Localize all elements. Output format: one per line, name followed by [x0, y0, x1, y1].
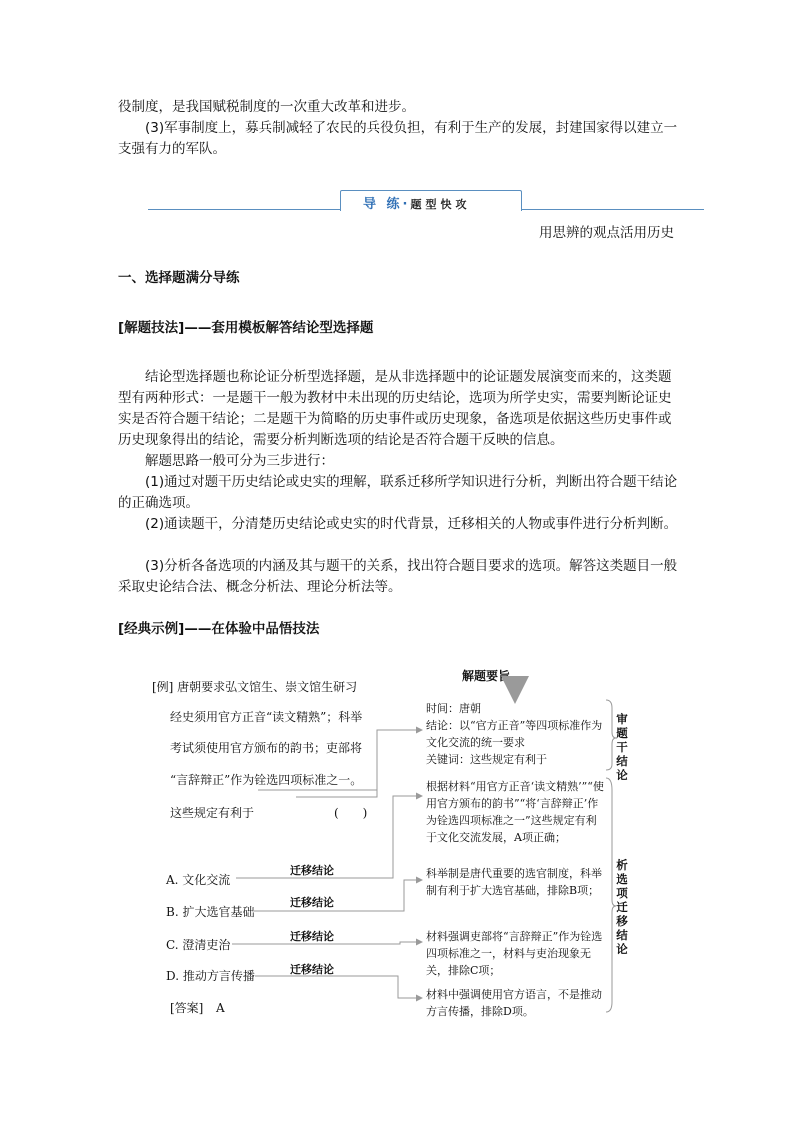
analysis-a: 根据材料“用官方正音‘读文精熟’”“使用官方颁布的韵书”“将‘言辞辩正’作为铨选四项标准之一”这些规定有利于文化交流发展，A项正确； — [426, 780, 604, 844]
method-title: [解题技法]——套用模板解答结论型选择题 — [118, 320, 374, 336]
banner-dot: · — [402, 197, 411, 212]
analysis-d: 材料中强调使用官方语言，不是推动方言传播，排除D项。 — [426, 988, 602, 1018]
arrow-label-b: 迁移结论 — [290, 896, 334, 909]
arrow-label-c: 迁移结论 — [290, 930, 334, 943]
step-3: (3)分析各备选项的内涵及其与题干的关系，找出符合题目要求的选项。解答这类题目一般采取史论结合法、概念分析法、理论分析法等。 — [118, 558, 678, 595]
step-2: (2)通读题干，分清楚历史结论或史实的时代背景，迁移相关的人物或事件进行分析判断。 — [145, 516, 678, 532]
question-line-1: [例] 唐朝要求弘文馆生、崇文馆生研习 — [152, 680, 358, 694]
paragraph-tax-conclusion: 役制度，是我国赋税制度的一次重大改革和进步。 — [118, 99, 415, 115]
option-b: B. 扩大选官基础 — [166, 905, 255, 919]
examine-time: 时间：唐朝 — [426, 702, 481, 715]
steps-intro: 解题思路一般可分为三步进行： — [145, 453, 334, 469]
option-d: D. 推动方言传播 — [166, 969, 255, 983]
banner-subtitle: 题型快攻 — [410, 198, 471, 211]
question-line-2: 经史须用官方正音“读文精熟”；科举 — [170, 710, 363, 724]
examine-conclusion: 结论：以“官方正音”等四项标准作为文化交流的统一要求 — [426, 719, 603, 749]
step-1: (1)通过对题干历史结论或史实的理解，联系迁移所学知识进行分析，判断出符合题干结论的正确选项。 — [118, 474, 678, 511]
analysis-c: 材料强调吏部将“言辞辩正”作为铨选四项标准之一，材料与吏治现象无关，排除C项； — [426, 930, 603, 977]
arrow-label-a: 迁移结论 — [290, 864, 334, 877]
paragraph-military: (3)军事制度上，募兵制减轻了农民的兵役负担，有利于生产的发展，封建国家得以建立一支强有力的军队。 — [118, 120, 678, 157]
section-heading: 一、选择题满分导练 — [118, 270, 240, 286]
option-c: C. 澄清吏治 — [166, 938, 231, 952]
brace-label-analysis: 析选项迁移结论 — [616, 858, 628, 956]
brace-label-examine: 审题干结论 — [616, 712, 628, 782]
arrow-label-d: 迁移结论 — [290, 963, 334, 976]
question-line-5: 这些规定有利于 — [170, 806, 255, 820]
example-title: [经典示例]——在体验中品悟技法 — [118, 621, 320, 637]
banner-right-text: 用思辨的观点活用历史 — [539, 225, 674, 241]
diagram-header: 解题要旨 — [462, 669, 511, 683]
examine-keyword: 关键词：这些规定有利于 — [426, 753, 547, 766]
question-line-4: “言辞辩正”作为铨选四项标准之一。 — [170, 773, 363, 787]
banner-label: 导 练 — [363, 197, 403, 212]
question-blank: ( ) — [334, 806, 368, 820]
analysis-b: 科举制是唐代重要的选官制度，科举制有利于扩大选官基础，排除B项； — [426, 867, 602, 897]
option-a: A. 文化交流 — [166, 873, 231, 887]
question-line-3: 考试须使用官方颁布的韵书；吏部将 — [170, 741, 363, 755]
answer-label: [答案] — [170, 1001, 204, 1015]
method-paragraph: 结论型选择题也称论证分析型选择题，是从非选择题中的论证题发展演变而来的，这类题型有两种形式：一是题干一般为教材中未出现的历史结论，选项为所学史实，需要判断论证史实是否符合题干结论；二是题干为简略的历史事件或历史现象，备选项是依据这些历史事件或历史现象得出的结论，需要分析判断选项的结论是否符合题干反映的信息。 — [118, 369, 672, 448]
answer-value: A — [216, 1001, 225, 1015]
